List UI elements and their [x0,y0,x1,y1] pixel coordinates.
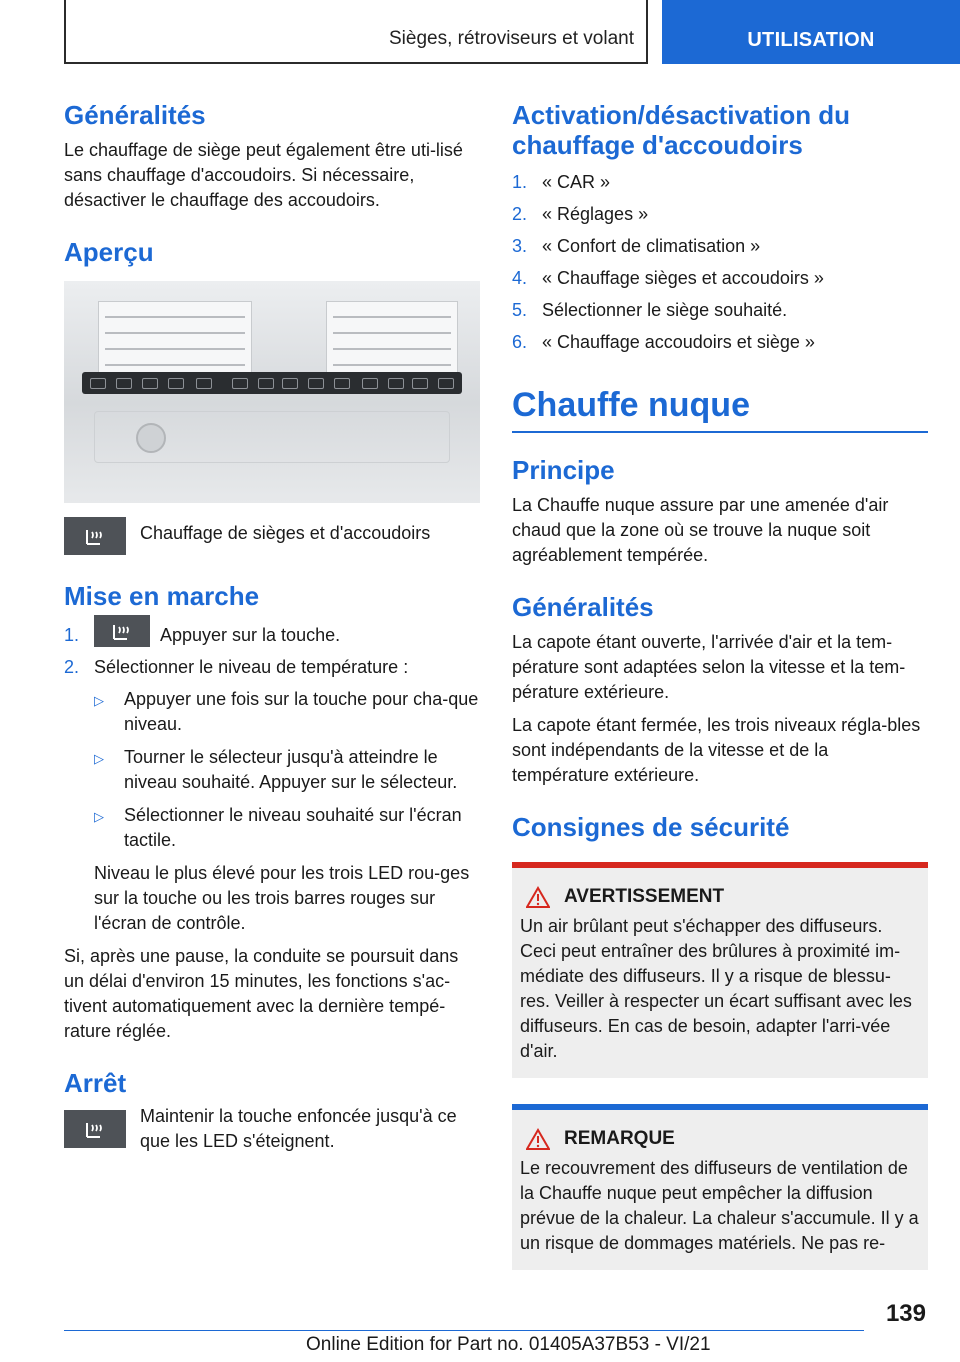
step-number: 3. [512,236,528,256]
arret-text: Maintenir la touche enfoncée jusqu'à ce que les LED s'éteignent. [140,1106,457,1151]
step-number: 6. [512,332,528,352]
activation-steps [512,170,928,355]
triangle-bullet-icon: ▷ [94,693,104,708]
step-text: Sélectionner le siège souhaité. [542,300,788,320]
list-item [64,655,480,680]
note-title [520,1128,920,1150]
step-text: « CAR » [542,172,611,192]
warning-triangle-icon [526,886,550,908]
header-section [64,0,648,64]
pause-text: Si, après une pause, la conduite se poursuit dans un délai d'environ 15 minutes, les fonctions s'ac-tivent automatiquement avec la dernière tempé-rature réglée. [64,946,459,1041]
list-item [512,234,928,259]
triangle-bullet-icon: ▷ [94,809,104,824]
mise-en-marche-heading: Mise en marche [64,581,260,611]
mise-steps [64,623,480,680]
list-item [94,803,480,853]
sub-step-text: Tourner le sélecteur jusqu'à atteindre le niveau souhaité. Appuyer sur le sélecteur. [124,747,458,792]
sub-step-text: Sélectionner le niveau souhaité sur l'écran tactile. [124,805,462,850]
principe-heading: Principe [512,455,615,485]
list-item [64,623,480,648]
consignes-heading: Consignes de sécurité [512,812,790,842]
header-tab-label: UTILISATION [747,29,875,51]
note-title-text: REMARQUE [564,1128,675,1149]
apercu-heading: Aperçu [64,237,154,267]
right-column [512,100,928,1296]
notice-triangle-icon [526,1128,550,1150]
activation-heading: Activation/désactivation du chauffage d'accoudoirs [512,100,851,160]
list-item [94,687,480,737]
step-text: Appuyer sur la touche. [160,625,341,645]
step-text: « Confort de climatisation » [542,236,761,256]
list-item [512,266,928,291]
list-item [512,170,928,195]
chauffe-nuque-heading: Chauffe nuque [512,385,928,433]
step-number: 5. [512,300,528,320]
seat-heating-button-icon [94,615,150,647]
icon-caption-row [64,517,480,555]
step-text: Sélectionner le niveau de température : [94,657,409,677]
step-text: « Chauffage accoudoirs et siège » [542,332,815,352]
arret-row [64,1106,480,1162]
arret-heading: Arrêt [64,1068,127,1098]
list-item [512,330,928,355]
warning-box [512,862,928,1078]
note-text: Le recouvrement des diffuseurs de ventilation de la Chauffe nuque peut empêcher la diffusion prévue de la chaleur. La chaleur s'accumule. Il y a un risque de dommages matériels. Ne pas re- [520,1158,919,1253]
warning-title-text: AVERTISSEMENT [564,886,725,907]
generalites-right-heading: Généralités [512,592,654,622]
warning-text: Un air brûlant peut s'échapper des diffuseurs. Ceci peut entraîner des brûlures à proximité im-médiate des diffuseurs. Il y a risque de blessu-res. Veiller à respecter un écart suffisant avec les diffuseurs. En cas de besoin, adapter l'arri-vée d'air. [520,916,912,1061]
step-number: 1. [512,172,528,192]
generalites-right-text-2: La capote étant fermée, les trois niveaux régla-bles sont indépendants de la vitesse et de la température extérieure. [512,715,921,785]
climate-button-bar [82,372,462,394]
note-box [512,1104,928,1270]
step-number: 2. [512,204,528,224]
niveau-text: Niveau le plus élevé pour les trois LED rou-ges sur la touche ou les trois barres rouges sur l'écran de contrôle. [94,863,470,933]
seat-heating-icon [64,517,126,555]
seat-heating-icon [64,1110,126,1148]
triangle-bullet-icon: ▷ [94,751,104,766]
generalites-right-text-1: La capote étant ouverte, l'arrivée d'air et la tem-pérature sont adaptées selon la vitesse et la tem-pérature extérieure. [512,632,906,702]
page-number: 139 [885,1300,926,1327]
icon-caption: Chauffage de sièges et d'accoudoirs [140,523,431,543]
header-section-title: Sièges, rétroviseurs et volant [388,28,634,49]
warning-title [520,886,920,908]
sub-steps [94,687,480,853]
generalites-heading: Généralités [64,100,206,130]
list-item [512,202,928,227]
edition-text: Online Edition for Part no. 01405A37B53 - VI/21 [306,1334,711,1355]
generalites-text: Le chauffage de siège peut également être uti-lisé sans chauffage d'accoudoirs. Si nécessaire, désactiver le chauffage des accoudoirs. [64,140,463,210]
step-number: 4. [512,268,528,288]
selector-knob [136,423,166,453]
sub-step-text: Appuyer une fois sur la touche pour cha-que niveau. [124,689,479,734]
list-item [512,298,928,323]
left-column [64,100,480,1188]
principe-text: La Chauffe nuque assure par une amenée d'air chaud que la zone où se trouve la nuque soit agréablement tempérée. [512,495,889,565]
step-text: « Chauffage sièges et accoudoirs » [542,268,824,288]
step-number: 1. [64,625,80,645]
climate-panel-photo [64,281,480,503]
step-number: 2. [64,657,80,677]
step-text: « Réglages » [542,204,649,224]
header-tab[interactable] [662,0,960,64]
footer-divider [64,1330,864,1331]
list-item [94,745,480,795]
